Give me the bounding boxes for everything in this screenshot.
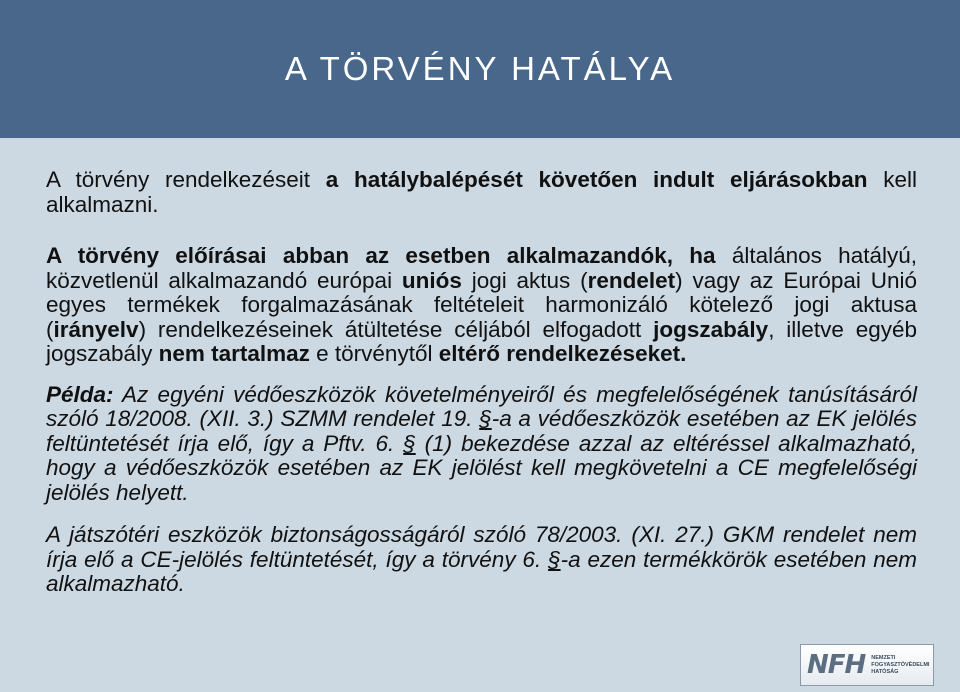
- p2-text-c: uniós: [401, 267, 462, 293]
- p1-text-bold: a hatálybalépését követően indult eljárásokban: [325, 167, 868, 192]
- logo-line-2: FOGYASZTÓVÉDELMI: [871, 661, 930, 668]
- p2-text-g: irányelv: [53, 316, 139, 342]
- p1-text-c: kell alkalmazni.: [46, 167, 918, 217]
- p2-text-k: nem tartalmaz: [158, 341, 310, 366]
- p2-text-m: eltérő rendelkezéseket.: [438, 341, 687, 366]
- logo-mark: NFH: [807, 650, 866, 680]
- nfh-logo: [800, 644, 934, 686]
- logo-line-3: HATÓSÁG: [871, 668, 899, 675]
- paragraph-scope-rules: [46, 244, 917, 367]
- p1-text-a: A törvény rendelkezéseit: [46, 167, 326, 192]
- p2-text-b: általános hatályú, közvetlenül alkalmazandó európai: [46, 243, 917, 293]
- section-sign: §: [479, 406, 492, 431]
- p2-text-f: ) vagy az Európai Unió egyes termékek forgalmazásának feltételeit harmonizáló kötelező jogi aktusa (: [46, 267, 917, 342]
- logo-line-1: NEMZETI: [871, 654, 896, 661]
- logo-subtitle: [871, 655, 929, 676]
- title-bar: [0, 0, 960, 138]
- p2-text-i: jogszabály: [653, 316, 769, 342]
- p3-text-b: -a a védőeszközök esetében az EK jelölés feltüntetését írja elő, így a Pftv. 6.: [46, 406, 918, 456]
- p4-text-a: A játszótéri eszközök biztonságosságáról szóló 78/2003. (XI. 27.) GKM rendelet nem írja elő a CE-jelölés feltüntetését, így a törvény 6.: [46, 522, 917, 572]
- p2-text-d: jogi aktus (: [461, 267, 588, 293]
- p2-text-j: , illetve egyéb jogszabály: [46, 316, 917, 366]
- paragraph-example-1: [46, 383, 917, 506]
- paragraph-example-2: [46, 523, 917, 597]
- p2-text-l: e törvénytől: [309, 341, 439, 366]
- slide-title: A TÖRVÉNY HATÁLYA: [284, 50, 676, 87]
- paragraph-scope-time: [46, 168, 917, 217]
- p2-text-e: rendelet: [587, 267, 676, 293]
- section-sign: §: [403, 430, 416, 456]
- slide-content: [46, 168, 917, 597]
- p3-text-a: Az egyéni védőeszközök követelményeiről és megfelelőségének tanúsításáról szóló 18/2008. (XII. 3.) SZMM rendelet 19.: [46, 381, 917, 431]
- section-sign: §: [548, 546, 561, 572]
- p3-text-c: (1) bekezdése azzal az eltéréssel alkalmazható, hogy a védőeszközök esetében az EK jelölést kell megkövetelni a CE megfelelőségi jelölés helyett.: [46, 430, 918, 505]
- p2-text-h: ) rendelkezéseinek átültetése céljából elfogadott: [138, 316, 654, 342]
- example-label: Példa:: [46, 381, 114, 407]
- p4-text-b: -a ezen termékkörök esetében nem alkalmazható.: [46, 546, 918, 596]
- p2-text-a: A törvény előírásai abban az esetben alkalmazandók, ha: [46, 243, 716, 268]
